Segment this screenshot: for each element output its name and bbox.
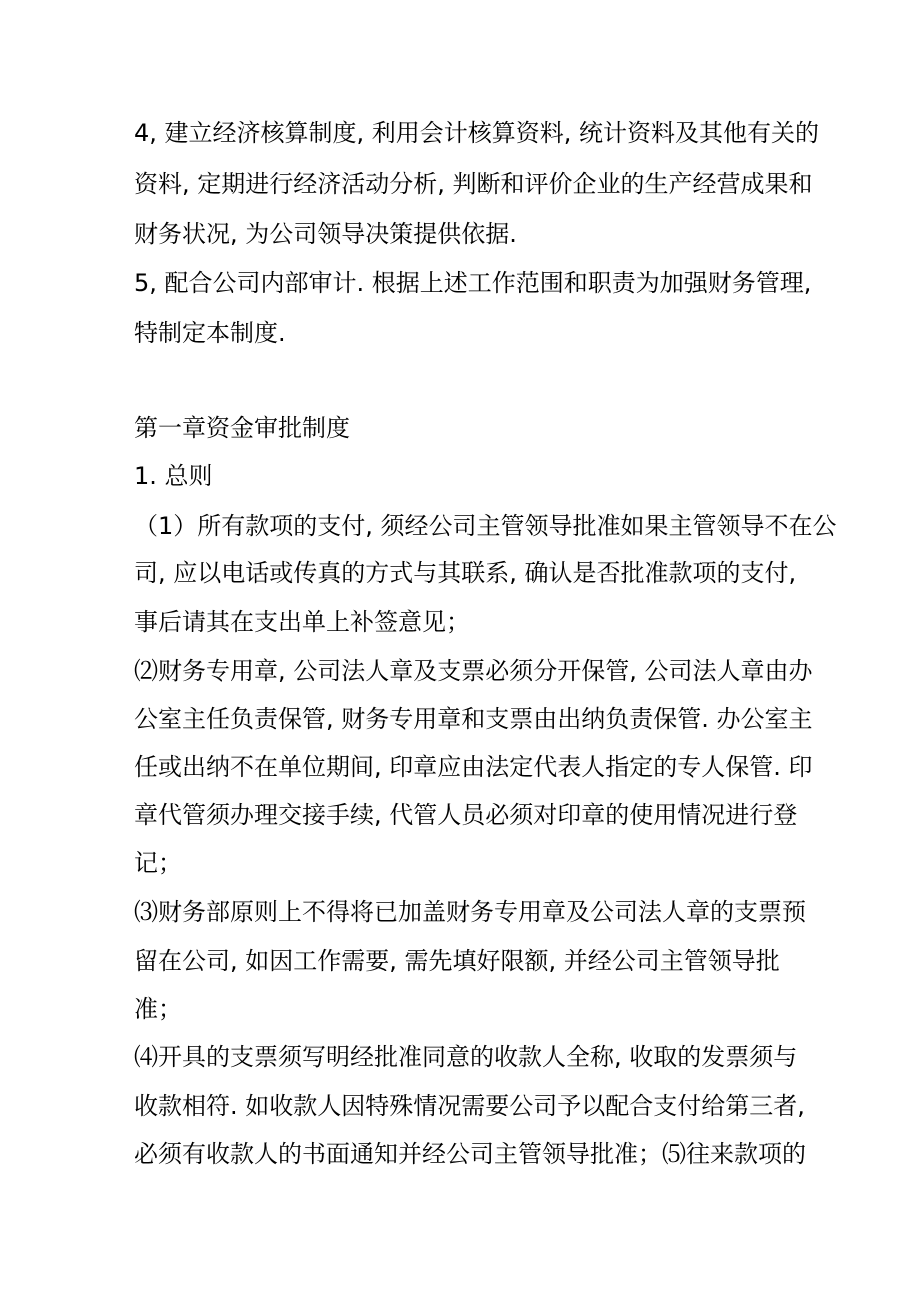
text-line: 4, 建立经济核算制度, 利用会计核算资料, 统计资料及其他有关的: [134, 119, 820, 147]
text-line: 公室主任负责保管, 财务专用章和支票由出纳负责保管. 办公室主: [134, 705, 813, 733]
text-line: 特制定本制度.: [134, 319, 286, 347]
text-line: 资料, 定期进行经济活动分析, 判断和评价企业的生产经营成果和: [134, 170, 813, 198]
text-line: 任或出纳不在单位期间, 印章应由法定代表人指定的专人保管. 印: [134, 753, 813, 781]
text-line: 章代管须办理交接手续, 代管人员必须对印章的使用情况进行登: [134, 801, 798, 829]
text-line: 留在公司, 如因工作需要, 需先填好限额, 并经公司主管领导批: [134, 947, 780, 975]
text-line: 准；: [134, 995, 182, 1023]
text-line: 司, 应以电话或传真的方式与其联系, 确认是否批准款项的支付,: [134, 559, 797, 587]
text-line: ⑷开具的支票须写明经批准同意的收款人全称, 收取的发票须与: [134, 1043, 798, 1071]
chapter-heading: 第一章资金审批制度: [134, 414, 350, 442]
text-line: 5, 配合公司内部审计. 根据上述工作范围和职责为加强财务管理,: [134, 269, 812, 297]
text-line: 收款相符. 如收款人因特殊情况需要公司予以配合支付给第三者,: [134, 1092, 805, 1120]
section-heading: 1. 总则: [134, 462, 213, 490]
text-line: 事后请其在支出单上补签意见；: [134, 608, 470, 636]
text-line: （1）所有款项的支付, 须经公司主管领导批准如果主管领导不在公: [134, 512, 837, 540]
text-line: 必须有收款人的书面通知并经公司主管领导批准；⑸往来款项的: [134, 1140, 806, 1168]
text-line: 记；: [134, 849, 182, 877]
text-line: 财务状况, 为公司领导决策提供依据.: [134, 220, 517, 248]
text-line: ⑵财务专用章, 公司法人章及支票必须分开保管, 公司法人章由办: [134, 657, 813, 685]
text-line: ⑶财务部原则上不得将已加盖财务专用章及公司法人章的支票预: [134, 898, 806, 926]
